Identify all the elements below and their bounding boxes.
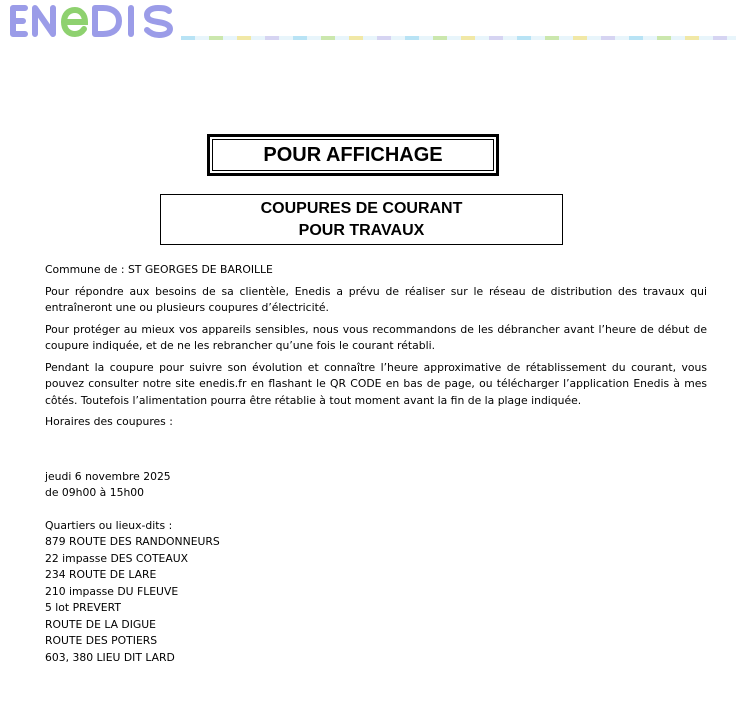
header-line-dash [713, 36, 727, 40]
enedis-logo-mark [9, 2, 179, 40]
district-item: 210 impasse DU FLEUVE [45, 584, 179, 598]
header-line-dash [629, 36, 643, 40]
notice-title-box [207, 134, 499, 176]
header-line-dash [433, 36, 447, 40]
header-line-dash [573, 36, 587, 40]
header-line-dash [209, 36, 223, 40]
paragraph-intro: Pour répondre aux besoins de sa clientèle, Enedis a prévu de réaliser sur le réseau de distribution des travaux qui entraîneront une ou plusieurs coupures d’électricité. [45, 284, 707, 314]
notice-subtitle-box [160, 194, 563, 245]
header-line-dash [265, 36, 279, 40]
notice-subtitle-line1: COUPURES DE COURANT [260, 199, 463, 217]
header-line-dash [517, 36, 531, 40]
paragraph-recommendation: Pour protéger au mieux vos appareils sensibles, nous vous recommandons de les débrancher avant l’heure de début de coupure indiquée, et de ne les rebrancher qu’une fois le courant rétabli. [45, 322, 707, 352]
header-line-dash [461, 36, 475, 40]
schedule-label: Horaires des coupures : [45, 415, 173, 428]
commune-line: Commune de : ST GEORGES DE BAROILLE [45, 263, 273, 276]
header-line-dash [321, 36, 335, 40]
notice-body [45, 262, 707, 666]
header-decorative-line [181, 36, 736, 40]
district-item: 5 lot PREVERT [45, 601, 121, 614]
district-item: 603, 380 LIEU DIT LARD [45, 650, 175, 664]
header-line-dash [685, 36, 699, 40]
header-line-dash [349, 36, 363, 40]
district-item: 22 impasse DES COTEAUX [45, 551, 189, 565]
district-item: ROUTE DES POTIERS [45, 634, 158, 647]
header-line-dash [181, 36, 195, 40]
enedis-logo [9, 1, 179, 41]
header-line-dash [377, 36, 391, 40]
header-line-dash [405, 36, 419, 40]
header-line-dash [545, 36, 559, 40]
paragraph-follow-up: Pendant la coupure pour suivre son évolution et connaître l’heure approximative de rétablissement du courant, vous pouvez consulter notre site enedis.fr en flashant le QR CODE en bas de page, ou télécharger l’application Enedis à mes côtés. Toutefois l’alimentation pourra être rétablie à tout moment avant la fin de la plage indiquée. [45, 360, 707, 407]
header-line-dash [293, 36, 307, 40]
district-item: ROUTE DE LA DIGUE [45, 617, 156, 631]
districts-label: Quartiers ou lieux-dits : [45, 518, 173, 532]
header-line-dash [657, 36, 671, 40]
district-item: 879 ROUTE DES RANDONNEURS [45, 535, 220, 548]
header-line-dash [601, 36, 615, 40]
notice-title: POUR AFFICHAGE [212, 139, 494, 171]
notice-subtitle-line2: POUR TRAVAUX [298, 221, 425, 239]
outage-date: jeudi 6 novembre 2025 [45, 469, 171, 483]
header-line-dash [237, 36, 251, 40]
header-line-dash [489, 36, 503, 40]
district-item: 234 ROUTE DE LARE [45, 568, 157, 581]
outage-time-range: de 09h00 à 15h00 [45, 486, 145, 499]
